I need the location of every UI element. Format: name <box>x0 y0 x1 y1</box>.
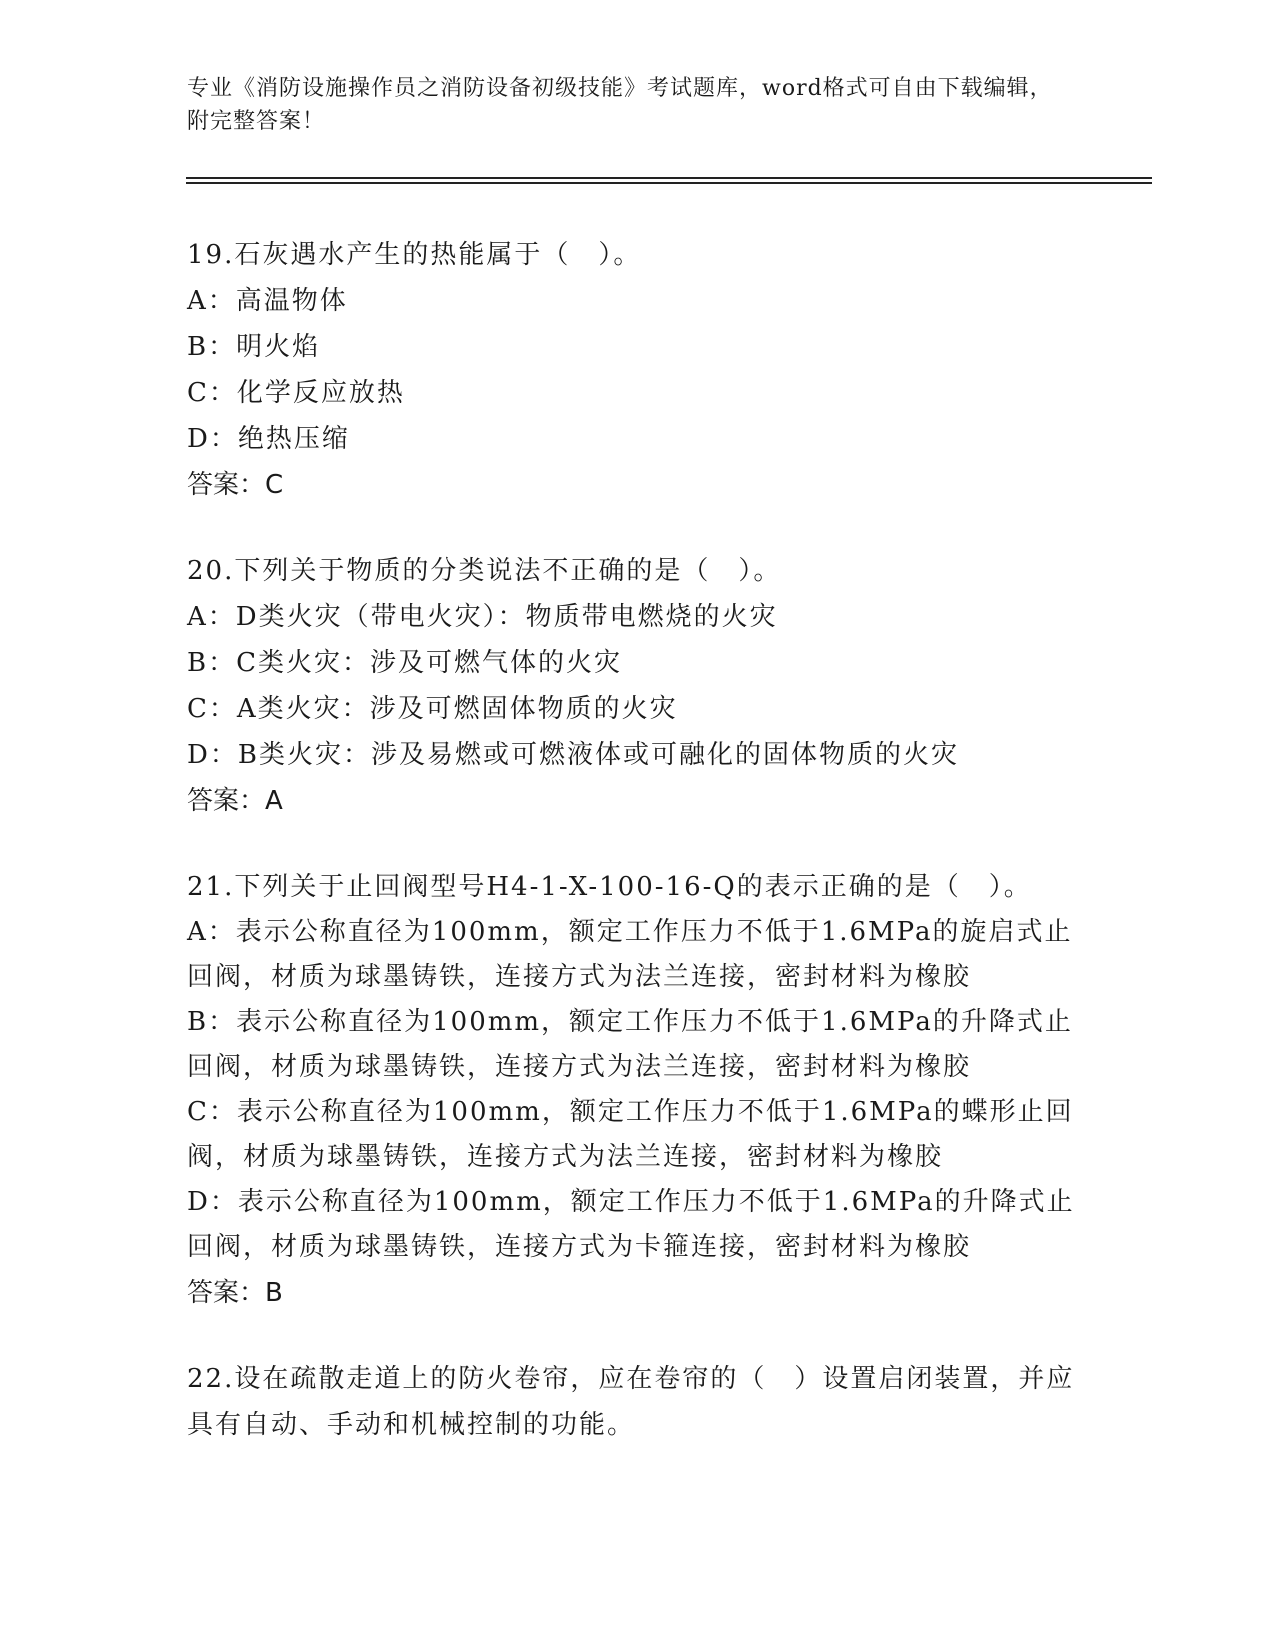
option-a: A：高温物体 <box>187 286 348 316</box>
question-21 <box>187 864 1087 1316</box>
option-a: A：D类火灾（带电火灾）：物质带电燃烧的火灾 <box>187 602 778 632</box>
question-stem: 19.石灰遇水产生的热能属于（ ）。 <box>187 240 642 270</box>
option-d: D：绝热压缩 <box>187 424 350 454</box>
option-d: D：表示公称直径为100mm，额定工作压力不低于1.6MPa的升降式止回阀，材质为球墨铸铁，连接方式为卡箍连接，密封材料为橡胶 <box>187 1187 1075 1262</box>
option-c: C：A类火灾：涉及可燃固体物质的火灾 <box>187 694 678 724</box>
answer-line: 答案：B <box>187 1278 283 1308</box>
question-22 <box>187 1356 1087 1448</box>
header-rule-top <box>186 177 1152 179</box>
option-b: B：C类火灾：涉及可燃气体的火灾 <box>187 648 623 678</box>
header-rule-bottom <box>186 182 1152 184</box>
question-20 <box>187 548 1087 824</box>
option-b: B：明火焰 <box>187 332 321 362</box>
page-header: 专业《消防设施操作员之消防设备初级技能》考试题库，word格式可自由下载编辑，附完整答案！ <box>187 76 1053 134</box>
question-list <box>187 232 1087 1488</box>
option-c: C：化学反应放热 <box>187 378 405 408</box>
question-stem: 20.下列关于物质的分类说法不正确的是（ ）。 <box>187 556 782 586</box>
option-d: D：B类火灾：涉及易燃或可燃液体或可融化的固体物质的火灾 <box>187 740 959 770</box>
question-stem: 21.下列关于止回阀型号H4-1-X-100-16-Q的表示正确的是（ ）。 <box>187 872 1032 902</box>
option-a: A：表示公称直径为100mm，额定工作压力不低于1.6MPa的旋启式止回阀，材质为球墨铸铁，连接方式为法兰连接，密封材料为橡胶 <box>187 917 1073 992</box>
option-b: B：表示公称直径为100mm，额定工作压力不低于1.6MPa的升降式止回阀，材质为球墨铸铁，连接方式为法兰连接，密封材料为橡胶 <box>187 1007 1073 1082</box>
option-c: C：表示公称直径为100mm，额定工作压力不低于1.6MPa的蝶形止回阀，材质为球墨铸铁，连接方式为法兰连接，密封材料为橡胶 <box>187 1097 1074 1172</box>
question-19 <box>187 232 1087 508</box>
answer-line: 答案：C <box>187 470 284 500</box>
question-stem: 22.设在疏散走道上的防火卷帘，应在卷帘的（ ）设置启闭装置，并应具有自动、手动和机械控制的功能。 <box>187 1364 1075 1440</box>
answer-line: 答案：A <box>187 786 283 816</box>
